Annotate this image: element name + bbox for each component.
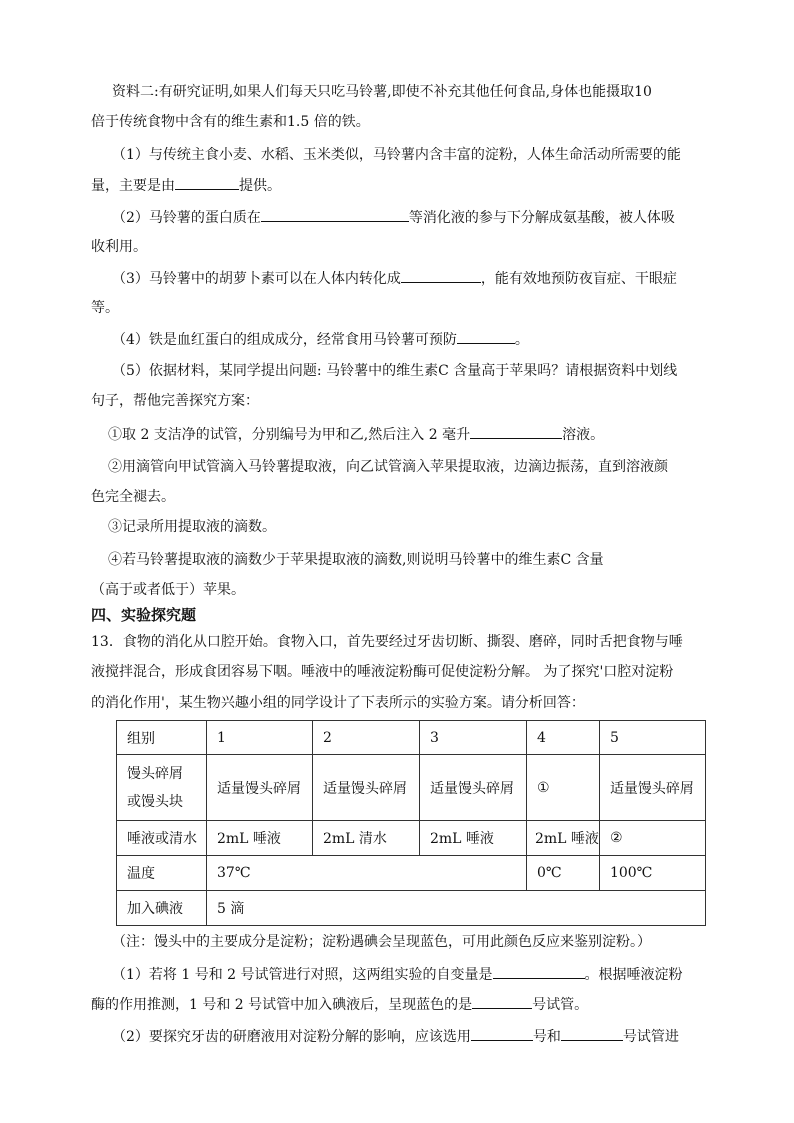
table-header-cell: 3 (420, 721, 527, 755)
table-cell: 2mL 清水 (313, 821, 420, 856)
q5-step2-line1: ②用滴管向甲试管滴入马铃薯提取液，向乙试管滴入苹果提取液，边滴边振荡，直到溶液颜 (108, 459, 668, 475)
table-row-label: 加入碘液 (117, 891, 207, 926)
q1-line1: （1）与传统主食小麦、水稻、玉米类似，马铃薯内含丰富的淀粉，人体生命活动所需要的能 (112, 147, 681, 163)
q3-text-prefix: （3）马铃薯中的胡萝卜素可以在人体内转化成 (112, 271, 401, 287)
q13-line1: 13．食物的消化从口腔开始。食物入口，首先要经过牙齿切断、撕裂、磨碎，同时舌把食物与唾 (91, 634, 683, 650)
q13-2-middle: 号和 (532, 1029, 561, 1045)
q5-step3: ③记录所用提取液的滴数。 (108, 519, 276, 535)
q2-text-suffix: 等消化液的参与下分解成氨基酸，被人体吸 (408, 210, 675, 226)
q1-answer-blank[interactable] (175, 175, 239, 190)
q13-line3: 的消化作用'，某生物兴趣小组的同学设计了下表所示的实验方案。请分析回答： (91, 695, 585, 711)
q13-1-line1 (112, 964, 683, 985)
table-cell: 适量馒头碎屑 (599, 755, 705, 821)
q13-1-suffix: 。根据唾液淀粉 (584, 967, 683, 983)
q4-text-prefix: （4）铁是血红蛋白的组成成分，经常食用马铃薯可预防 (112, 332, 457, 348)
q13-1-line2-suffix: 号试管。 (532, 997, 589, 1013)
q13-1-blank-variable[interactable] (493, 964, 585, 979)
q5-step1-prefix: ①取 2 支洁净的试管，分别编号为甲和乙,然后注入 2 毫升 (108, 427, 471, 443)
q5-step4-line2: （高于或者低于）苹果。 (91, 582, 245, 598)
q13-2-blank-first[interactable] (471, 1026, 533, 1041)
q13-1-line2-prefix: 酶的作用推测，1 号和 2 号试管中加入碘液后，呈现蓝色的是 (91, 997, 473, 1013)
q2-text-prefix: （2）马铃薯的蛋白质在 (112, 210, 261, 226)
table-header-cell: 组别 (117, 721, 207, 755)
table-row-label (117, 755, 207, 821)
q3-line1 (112, 268, 677, 289)
q13-2-prefix: （2）要探究牙齿的研磨液用对淀粉分解的影响，应该选用 (112, 1029, 471, 1045)
table-row-liquid (117, 821, 706, 856)
q13-line2: 液搅拌混合，形成食团容易下咽。唾液中的唾液淀粉酶可促使淀粉分解。 为了探究'口腔对淀粉 (91, 664, 674, 680)
q13-1-prefix: （1）若将 1 号和 2 号试管进行对照，这两组实验的自变量是 (112, 967, 493, 983)
table-header-row (117, 721, 706, 755)
q5-step1-blank[interactable] (470, 424, 562, 439)
q3-line2: 等。 (91, 300, 119, 316)
q13-2-suffix: 号试管进 (622, 1029, 679, 1045)
q2-answer-blank[interactable] (261, 207, 409, 222)
q4-text-suffix: 。 (514, 332, 529, 348)
table-cell: 适量馒头碎屑 (313, 755, 420, 821)
q5-step2-line2: 色完全褪去。 (91, 489, 175, 505)
table-row-food (117, 755, 706, 821)
table-cell: 适量馒头碎屑 (420, 755, 527, 821)
table-row-label: 唾液或清水 (117, 821, 207, 856)
q3-answer-blank[interactable] (401, 268, 481, 283)
table-cell: 37℃ (207, 856, 527, 891)
table-header-cell: 1 (207, 721, 313, 755)
q5-step1-suffix: 溶液。 (562, 427, 605, 443)
experiment-table (116, 720, 706, 926)
q5-step1 (108, 424, 604, 445)
table-header-cell: 4 (527, 721, 600, 755)
q1-line2 (91, 175, 281, 196)
table-row-iodine (117, 891, 706, 926)
q4-line (112, 329, 529, 350)
q2-line1 (112, 207, 675, 228)
section-heading: 四、实验探究题 (91, 606, 197, 624)
row-label-line: 或馒头块 (127, 793, 183, 810)
q13-1-line2 (91, 994, 588, 1015)
table-cell-marker-2: ② (599, 821, 705, 856)
q5-line2: 句子，帮他完善探究方案： (91, 393, 259, 409)
q4-answer-blank[interactable] (457, 329, 515, 344)
table-cell: 100℃ (599, 856, 705, 891)
table-cell: 2mL 唾液 (420, 821, 527, 856)
q13-1-blank-tube[interactable] (472, 994, 532, 1009)
row-label-line: 馒头碎屑 (127, 765, 183, 782)
q5-step4-line1: ④若马铃薯提取液的滴数少于苹果提取液的滴数,则说明马铃薯中的维生素C 含量 (108, 552, 604, 568)
q2-line2: 收利用。 (91, 239, 147, 255)
data2-line2: 倍于传统食物中含有的维生素和1.5 倍的铁。 (91, 114, 370, 130)
q1-text-prefix: 量，主要是由 (91, 178, 175, 194)
data2-line1: 资料二:有研究证明,如果人们每天只吃马铃薯,即使不补充其他任何食品,身体也能摄取10 (112, 84, 652, 100)
table-cell: 5 滴 (207, 891, 706, 926)
q1-text-suffix: 提供。 (239, 178, 281, 194)
table-header-cell: 2 (313, 721, 420, 755)
table-note: （注：馒头中的主要成分是淀粉；淀粉遇碘会呈现蓝色，可用此颜色反应来鉴别淀粉。） (112, 934, 651, 950)
table-cell: 2mL 唾液 (527, 821, 600, 856)
table-row-temperature (117, 856, 706, 891)
table-cell: 0℃ (527, 856, 600, 891)
q3-text-suffix: ，能有效地预防夜盲症、干眼症 (480, 271, 677, 287)
table-row-label: 温度 (117, 856, 207, 891)
table-cell: 2mL 唾液 (207, 821, 313, 856)
table-cell-marker-1: ① (527, 755, 600, 821)
table-cell: 适量馒头碎屑 (207, 755, 313, 821)
table-header-cell: 5 (599, 721, 705, 755)
q5-line1: （5）依据材料，某同学提出问题: 马铃薯中的维生素C 含量高于苹果吗？请根据资料中划线 (112, 363, 678, 379)
q13-2-line (112, 1026, 679, 1047)
q13-2-blank-second[interactable] (561, 1026, 623, 1041)
